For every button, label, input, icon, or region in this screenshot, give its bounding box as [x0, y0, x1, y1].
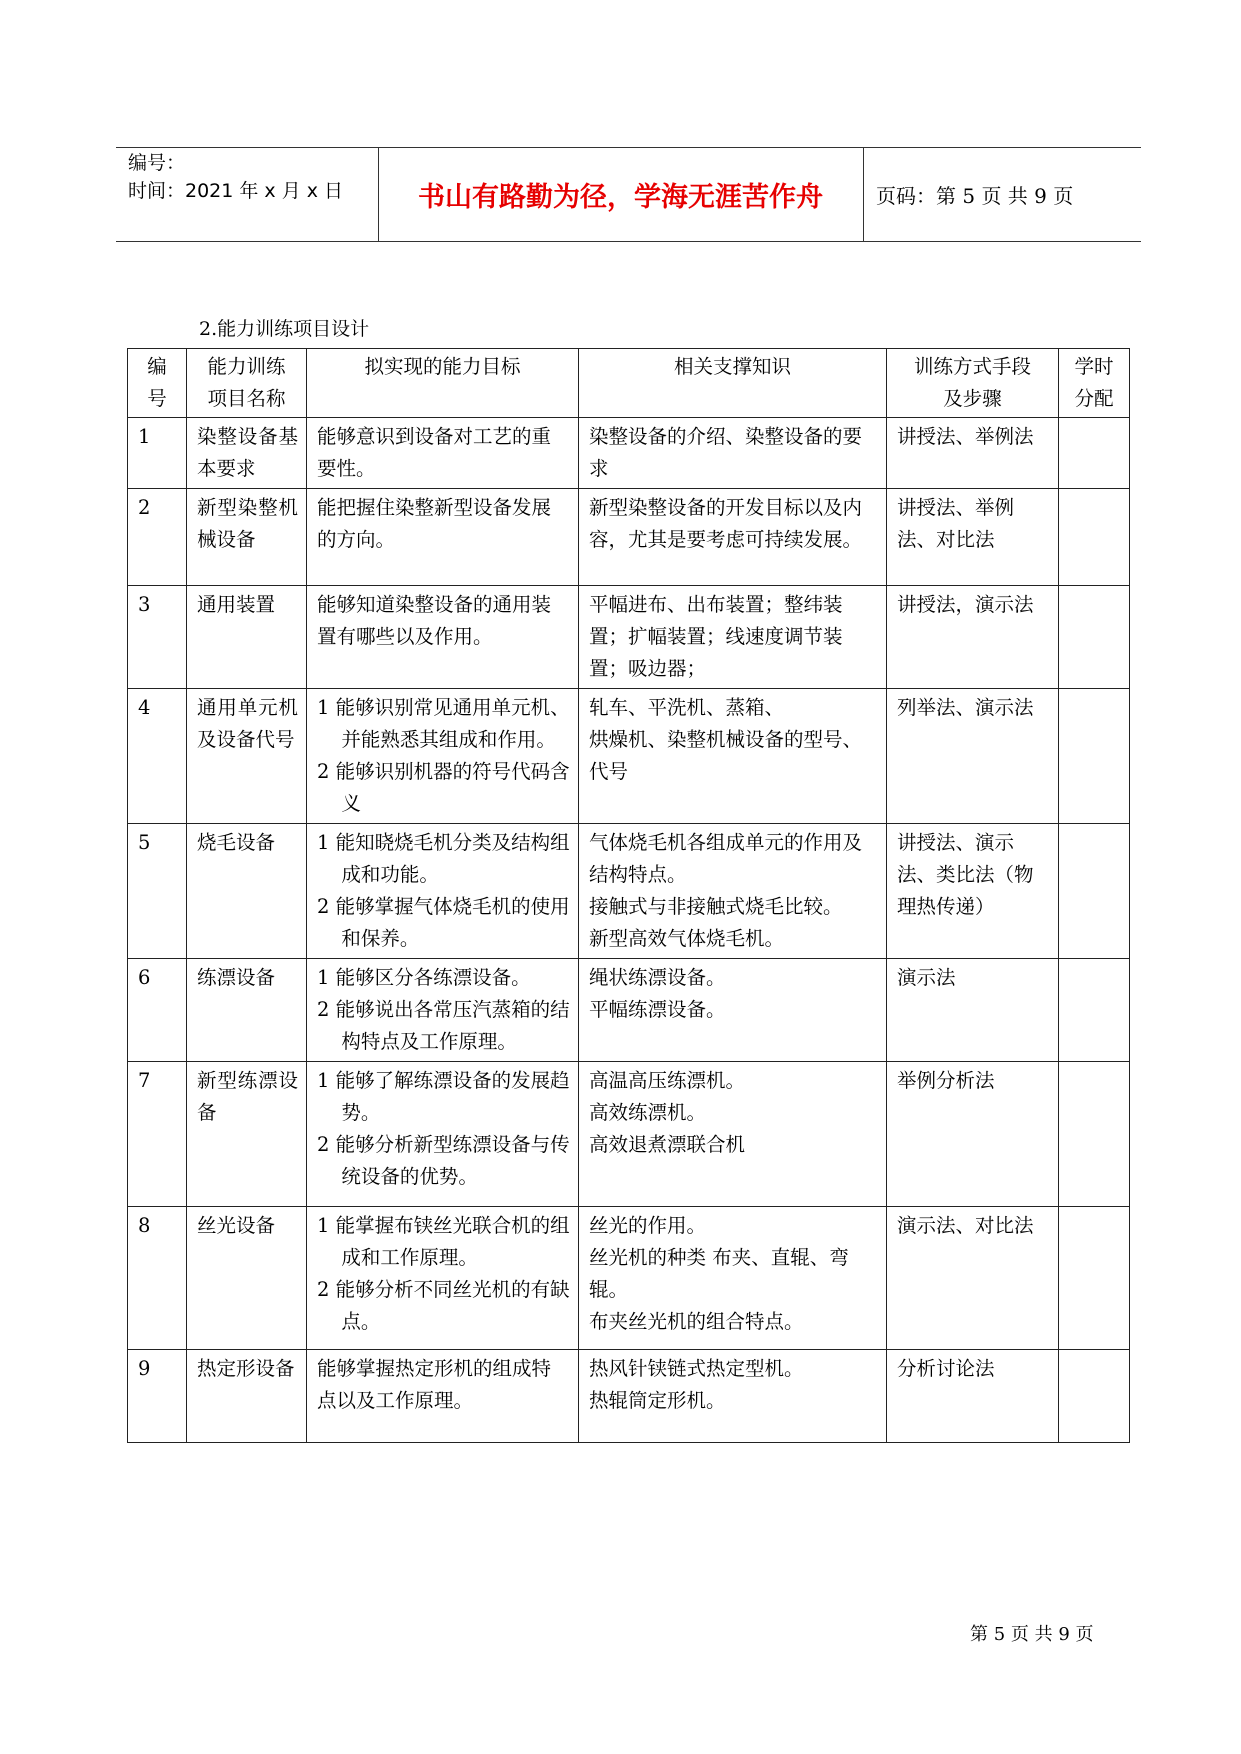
page-footer: 第 5 页 共 9 页 [970, 1624, 1094, 1645]
header-name: 能力训练 项目名称 [187, 349, 307, 418]
row-knowledge: 新型染整设备的开发目标以及内容，尤其是要考虑可持续发展。 [579, 489, 887, 586]
row-method: 分析讨论法 [887, 1350, 1059, 1443]
row-knowledge: 高温高压练漂机。 高效练漂机。 高效退煮漂联合机 [579, 1062, 887, 1207]
time-label: 时间：2021 年 x 月 x 日 [128, 180, 344, 202]
table-row [128, 959, 1130, 1062]
row-goal: 能把握住染整新型设备发展的方向。 [307, 489, 579, 586]
row-knowledge: 绳状练漂设备。 平幅练漂设备。 [579, 959, 887, 1062]
row-goal: 能够知道染整设备的通用装置有哪些以及作用。 [307, 586, 579, 689]
table-row [128, 1350, 1130, 1443]
row-method: 讲授法、举例法 [887, 418, 1059, 489]
row-method: 举例分析法 [887, 1062, 1059, 1207]
row-goal: 1 能掌握布铗丝光联合机的组成和工作原理。 2 能够分析不同丝光机的有缺点。 [307, 1207, 579, 1350]
row-name: 通用单元机及设备代号 [187, 689, 307, 824]
row-knowledge: 气体烧毛机各组成单元的作用及结构特点。 接触式与非接触式烧毛比较。 新型高效气体烧毛机。 [579, 824, 887, 959]
row-knowledge: 丝光的作用。 丝光机的种类 布夹、直辊、弯辊。 布夹丝光机的组合特点。 [579, 1207, 887, 1350]
table-row [128, 1062, 1130, 1207]
row-goal: 1 能知晓烧毛机分类及结构组成和功能。 2 能够掌握气体烧毛机的使用和保养。 [307, 824, 579, 959]
row-hours [1059, 1207, 1130, 1350]
row-goal: 1 能够了解练漂设备的发展趋势。 2 能够分析新型练漂设备与传统设备的优势。 [307, 1062, 579, 1207]
row-goal: 1 能够区分各练漂设备。 2 能够说出各常压汽蒸箱的结构特点及工作原理。 [307, 959, 579, 1062]
table-row [128, 1207, 1130, 1350]
row-hours [1059, 689, 1130, 824]
row-name: 通用装置 [187, 586, 307, 689]
serial-label: 编号： [128, 152, 186, 174]
header-no: 编 号 [128, 349, 187, 418]
row-no: 4 [128, 689, 187, 824]
row-no: 2 [128, 489, 187, 586]
header-page-label: 页码：第 5 页 共 9 页 [876, 184, 1074, 208]
row-method: 讲授法、演示法、类比法（物理热传递） [887, 824, 1059, 959]
table-row [128, 824, 1130, 959]
row-knowledge: 染整设备的介绍、染整设备的要求 [579, 418, 887, 489]
row-method: 演示法 [887, 959, 1059, 1062]
header-hours: 学时 分配 [1059, 349, 1130, 418]
row-hours [1059, 418, 1130, 489]
header-motto: 书山有路勤为径，学海无涯苦作舟 [418, 182, 823, 213]
table-header-row [128, 349, 1130, 418]
row-name: 丝光设备 [187, 1207, 307, 1350]
table-row [128, 586, 1130, 689]
row-no: 6 [128, 959, 187, 1062]
row-name: 新型练漂设备 [187, 1062, 307, 1207]
row-name: 新型染整机械设备 [187, 489, 307, 586]
header-meta [128, 148, 378, 241]
table-row [128, 489, 1130, 586]
row-hours [1059, 586, 1130, 689]
header-knowledge: 相关支撑知识 [579, 349, 887, 418]
row-goal: 能够掌握热定形机的组成特点以及工作原理。 [307, 1350, 579, 1443]
row-goal: 能够意识到设备对工艺的重要性。 [307, 418, 579, 489]
row-no: 3 [128, 586, 187, 689]
row-name: 练漂设备 [187, 959, 307, 1062]
training-design-table [127, 348, 1130, 1443]
row-method: 列举法、演示法 [887, 689, 1059, 824]
row-knowledge: 热风针铗链式热定型机。 热辊筒定形机。 [579, 1350, 887, 1443]
row-hours [1059, 959, 1130, 1062]
header-divider [863, 148, 864, 241]
row-hours [1059, 824, 1130, 959]
row-name: 烧毛设备 [187, 824, 307, 959]
row-method: 讲授法，演示法 [887, 586, 1059, 689]
section-title: 2.能力训练项目设计 [199, 318, 370, 340]
table-row [128, 689, 1130, 824]
row-name: 热定形设备 [187, 1350, 307, 1443]
row-method: 讲授法、举例法、对比法 [887, 489, 1059, 586]
row-knowledge: 平幅进布、出布装置；整纬装置；扩幅装置；线速度调节装置；吸边器； [579, 586, 887, 689]
row-hours [1059, 489, 1130, 586]
row-no: 1 [128, 418, 187, 489]
row-goal: 1 能够识别常见通用单元机、并能熟悉其组成和作用。 2 能够识别机器的符号代码含义 [307, 689, 579, 824]
header-goal: 拟实现的能力目标 [307, 349, 579, 418]
table-row [128, 418, 1130, 489]
row-hours [1059, 1062, 1130, 1207]
row-name: 染整设备基本要求 [187, 418, 307, 489]
row-no: 8 [128, 1207, 187, 1350]
row-no: 5 [128, 824, 187, 959]
document-header [116, 147, 1141, 242]
row-hours [1059, 1350, 1130, 1443]
row-no: 7 [128, 1062, 187, 1207]
row-no: 9 [128, 1350, 187, 1443]
row-knowledge: 轧车、平洗机、蒸箱、 烘燥机、染整机械设备的型号、代号 [579, 689, 887, 824]
header-method: 训练方式手段 及步骤 [887, 349, 1059, 418]
row-method: 演示法、对比法 [887, 1207, 1059, 1350]
